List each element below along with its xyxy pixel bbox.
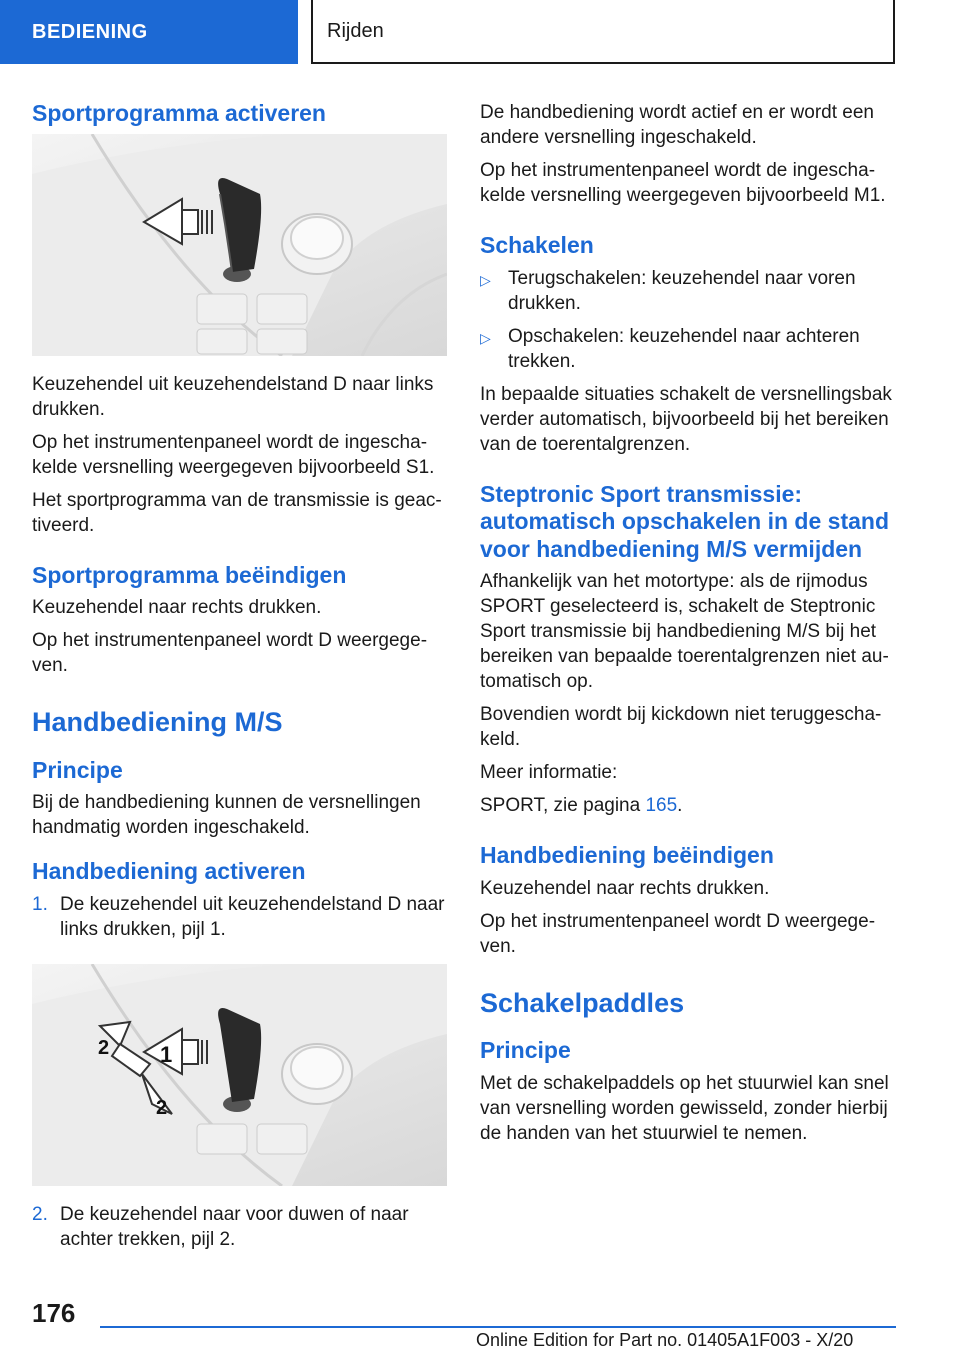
paragraph (480, 793, 895, 818)
paragraph: Bij de handbediening kunnen de versnellingen handmatig worden ingeschakeld. (32, 792, 421, 839)
gear-selector-arrows-illustration (32, 964, 447, 1186)
right-column (480, 100, 895, 1154)
paragraph: In bepaalde situaties schakelt de versnellingsbak verder automatisch, bijvoorbeeld bij het bereiken van de toerentalgrenzen. (480, 383, 892, 455)
paragraph: Afhankelijk van het motortype: als de rijmodus SPORT geselecteerd is, schakelt de Steptronic Sport transmissie bij handbediening M/S bij het bereiken van bepaalde toerentalgrenzen niet automatisch op. (480, 571, 889, 693)
paragraph: Op het instrumentenpaneel wordt de ingeschakelde versnelling weergegeven bijvoorbeeld S1. (32, 431, 435, 478)
chapter-label: Rijden (327, 19, 384, 42)
bullet-text: Opschakelen: keuzehendel naar achteren trekken. (508, 325, 860, 372)
paragraph: Bovendien wordt bij kickdown niet teruggeschakeld. (480, 704, 882, 751)
paragraph: Het sportprogramma van de transmissie is geactiveerd. (32, 489, 442, 536)
paragraph: De handbediening wordt actief en er wordt een andere versnelling ingeschakeld. (480, 102, 874, 148)
list-item (32, 892, 447, 942)
arrow-label-2: 2 (156, 1096, 168, 1119)
gear-selector-photo-1 (32, 134, 447, 356)
paragraph: Keuzehendel naar rechts drukken. (32, 597, 322, 619)
heading-steptronic: Steptronic Sport transmissie: automatisch opschakelen in de stand voor handbediening M/S vermijden (480, 480, 889, 562)
triangle-bullet-icon: ▷ (480, 329, 491, 346)
chapter-header (311, 0, 895, 64)
paragraph: Op het instrumentenpaneel wordt de ingeschakelde versnelling weergegeven bijvoorbeeld M1. (480, 160, 886, 206)
page-number: 176 (32, 1298, 76, 1328)
heading-manual-on: Handbediening activeren (32, 858, 306, 885)
step-text: De keuzehendel naar voor duwen of naar achter trekken, pijl 2. (60, 1203, 409, 1250)
arrow-label-1: 1 (160, 1041, 173, 1067)
heading-sport-on: Sportprogramma activeren (32, 100, 326, 126)
paragraph: Meer informatie: (480, 762, 618, 784)
heading-manual-off: Handbediening beëindigen (480, 842, 774, 869)
section-label: BEDIENING (32, 20, 148, 43)
paragraph: Keuzehendel naar rechts drukken. (480, 877, 770, 899)
list-item (480, 324, 895, 374)
reference-text: SPORT, zie pagina (480, 795, 646, 817)
step-number: 2. (32, 1203, 48, 1225)
gear-selector-illustration (32, 134, 447, 356)
heading-paddles: Schakelpaddles (480, 987, 685, 1018)
paragraph: Met de schakelpaddels op het stuurwiel kan snel van versnelling worden gewisseld, zonder hierbij de handen van het stuurwiel te nemen. (480, 1072, 889, 1144)
left-column (32, 100, 447, 1260)
page-link[interactable]: 165 (645, 795, 678, 817)
bullet-list (480, 266, 895, 374)
paragraph: Op het instrumentenpaneel wordt D weergegeven. (32, 630, 428, 677)
heading-shift: Schakelen (480, 232, 594, 258)
footer-divider (100, 1326, 896, 1328)
arrow-label-2: 2 (98, 1036, 110, 1059)
section-tab (0, 0, 298, 64)
list-item (32, 1202, 447, 1252)
paragraph: Keuzehendel uit keuzehendelstand D naar links drukken. (32, 373, 434, 420)
steps-list (32, 892, 447, 942)
step-number: 1. (32, 893, 48, 915)
heading-manual: Handbediening M/S (32, 707, 283, 738)
gear-selector-photo-2 (32, 964, 447, 1186)
bullet-text: Terugschakelen: keuzehendel naar voren drukken. (508, 267, 856, 314)
list-item (480, 266, 895, 316)
reference-end: . (677, 795, 683, 817)
steps-list (32, 1202, 447, 1252)
heading-sport-off: Sportprogramma beëindigen (32, 561, 347, 588)
step-text: De keuzehendel uit keuzehendelstand D naar links drukken, pijl 1. (60, 893, 445, 940)
edition-note: Online Edition for Part no. 01405A1F003 - X/20 (476, 1330, 854, 1350)
heading-principle: Principe (480, 1037, 571, 1064)
paragraph: Op het instrumentenpaneel wordt D weergegeven. (480, 910, 876, 957)
triangle-bullet-icon: ▷ (480, 271, 491, 288)
heading-principle: Principe (32, 756, 123, 783)
